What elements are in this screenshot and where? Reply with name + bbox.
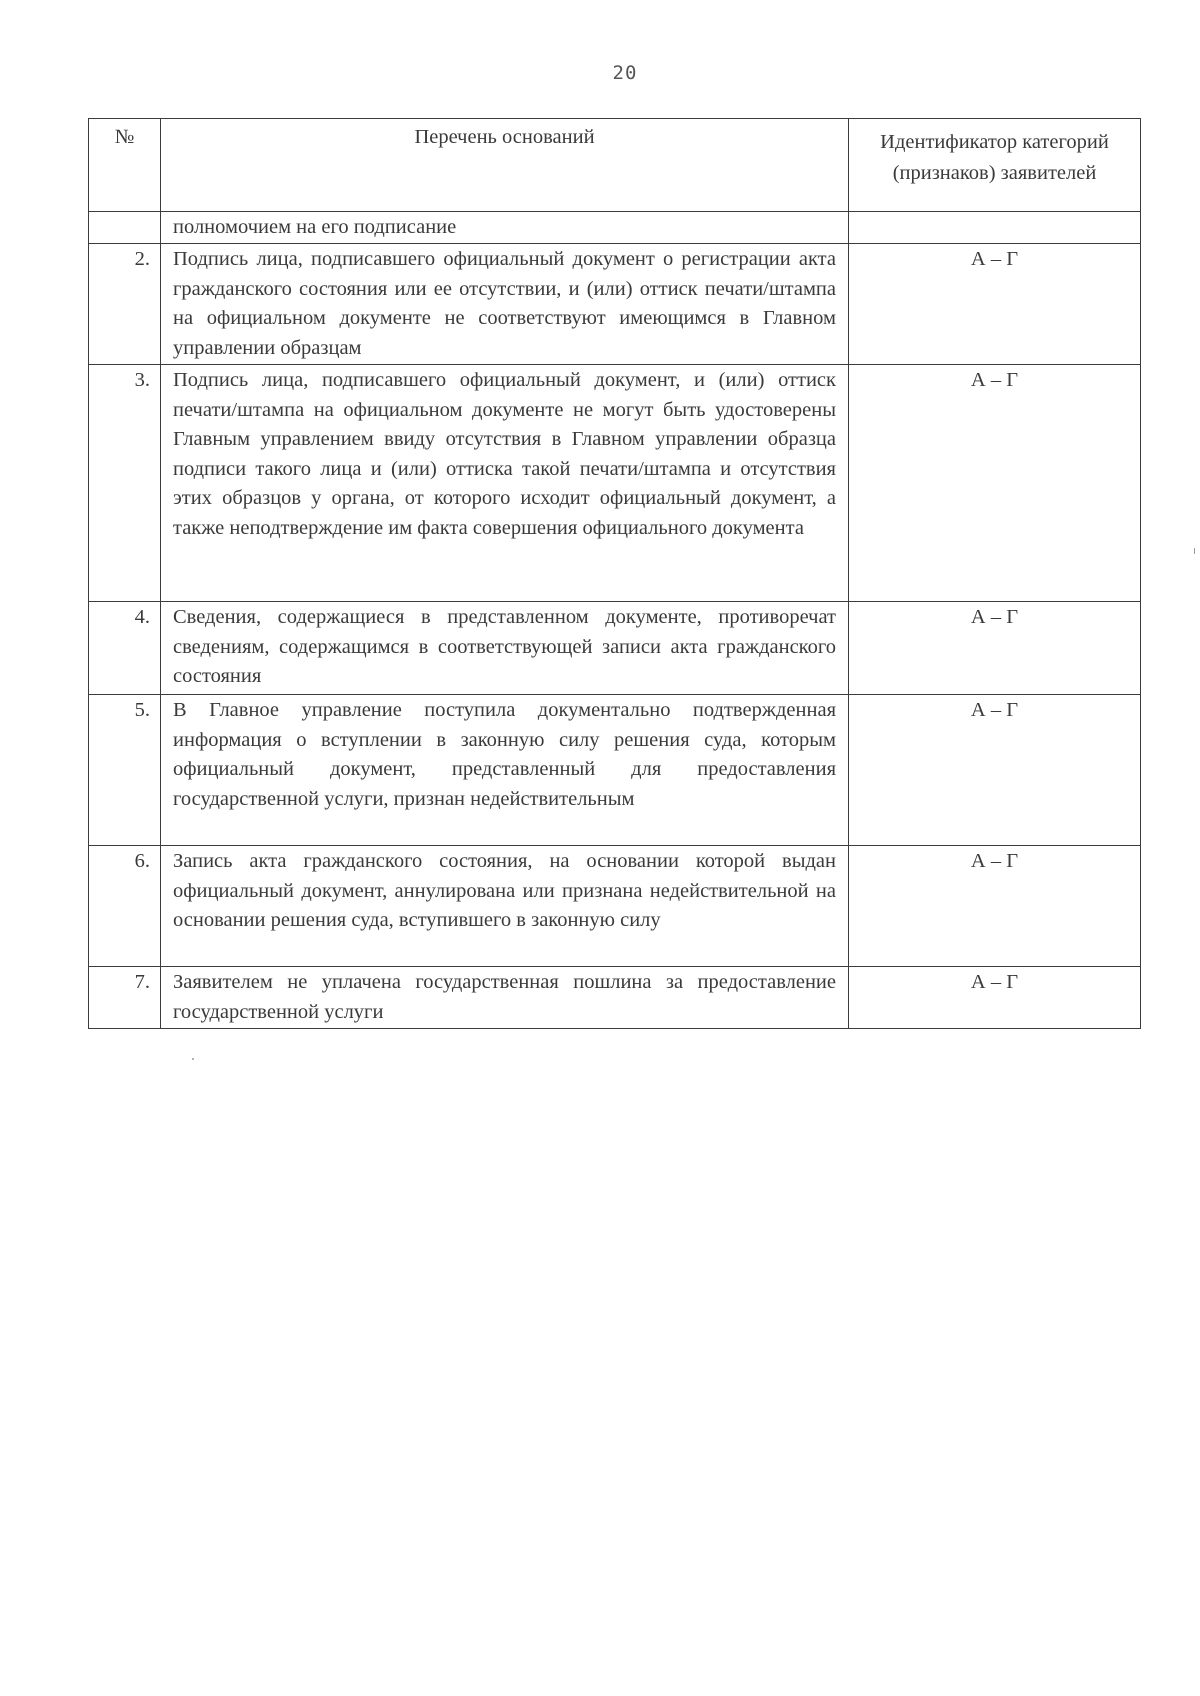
page-number: 20 [612,62,638,84]
row-identifier: А – Г [849,695,1141,846]
row-identifier: А – Г [849,846,1141,967]
row-number: 2. [89,244,161,365]
row-number: 6. [89,846,161,967]
scan-speck [192,1058,194,1060]
table-row [89,846,1141,967]
row-identifier [849,212,1141,244]
row-reason: Сведения, содержащиеся в представленном документе, противоречат сведениям, содержащимся в соответствующей записи акта гражданского состояния [161,602,849,695]
table-header-row [89,119,1141,212]
row-reason: Подпись лица, подписавшего официальный документ о регистрации акта гражданского состояния или ее отсутствии, и (или) оттиск печати/штампа на официальном документе не соответствуют имеющимся в Главном управлении образцам [161,244,849,365]
scan-speck [1194,548,1195,554]
row-reason: Подпись лица, подписавшего официальный документ, и (или) оттиск печати/штампа на официальном документе не могут быть удостоверены Главным управлением ввиду отсутствия в Главном управлении образца подписи такого лица и (или) оттиска такой печати/штампа и отсутствия этих образцов у органа, от которого исходит официальный документ, а также неподтверждение им факта совершения официального документа [161,365,849,602]
row-identifier: А – Г [849,967,1141,1029]
row-number: 3. [89,365,161,602]
row-reason: В Главное управление поступила документально подтвержденная информация о вступлении в законную силу решения суда, которым официальный документ, представленный для предоставления государственной услуги, признан недействительным [161,695,849,846]
row-identifier: А – Г [849,244,1141,365]
table-row [89,695,1141,846]
row-number: 7. [89,967,161,1029]
row-reason: Запись акта гражданского состояния, на основании которой выдан официальный документ, аннулирована или признана недействительной на основании решения суда, вступившего в законную силу [161,846,849,967]
row-number: 5. [89,695,161,846]
table-row [89,244,1141,365]
table-row [89,602,1141,695]
header-identifier: Идентификатор категорий (признаков) заявителей [849,119,1141,212]
row-identifier: А – Г [849,365,1141,602]
table-row [89,967,1141,1029]
row-number [89,212,161,244]
header-number: № [89,119,161,212]
row-reason: полномочием на его подписание [161,212,849,244]
row-reason: Заявителем не уплачена государственная пошлина за предоставление государственной услуги [161,967,849,1029]
table-row [89,365,1141,602]
table-row-continuation [89,212,1141,244]
grounds-table [88,118,1141,1029]
row-number: 4. [89,602,161,695]
header-reasons: Перечень оснований [161,119,849,212]
row-identifier: А – Г [849,602,1141,695]
